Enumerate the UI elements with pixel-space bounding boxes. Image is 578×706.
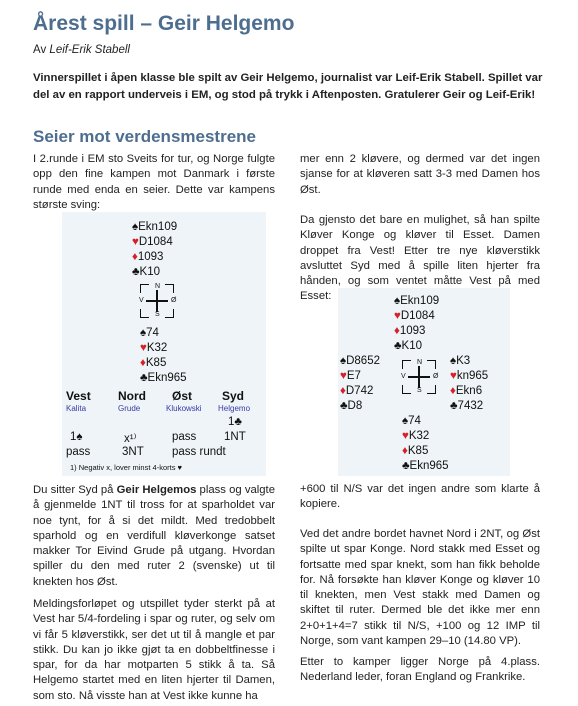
d2-west-spades: ♠D8652 bbox=[340, 355, 380, 367]
d2-compass: N S V Ø bbox=[401, 359, 439, 394]
bid-r3-east: pass rundt bbox=[172, 446, 226, 458]
bid-name-west: Kalita bbox=[66, 404, 87, 413]
d1-south-diamonds: ♦K85 bbox=[140, 357, 167, 369]
bid-name-south: Helgemo bbox=[218, 404, 251, 413]
d1-north-clubs: ♣K10 bbox=[132, 266, 161, 278]
bid-name-north: Grude bbox=[118, 404, 141, 413]
col1-paragraph-2 bbox=[33, 483, 275, 590]
col2-paragraph-5: Etter to kamper ligger Norge på 4.plass. Nederland leder, foran England og Frankrike. bbox=[300, 656, 540, 684]
col2-paragraph-1: mer enn 2 kløvere, og dermed var det ingen sjanse for at kløveren satt 3-3 med Damen hos Øst. bbox=[300, 153, 540, 196]
bid-header-north: Nord bbox=[118, 389, 146, 403]
col2-paragraph-3: +600 til N/S var det ingen andre som klarte å kopiere. bbox=[300, 483, 540, 511]
bid-header-east: Øst bbox=[172, 389, 193, 403]
bid-r1-south: 1♣ bbox=[228, 416, 242, 428]
col1-p2-bold: Geir Helgemos bbox=[116, 484, 197, 496]
intro-paragraph: Vinnerspillet i åpen klasse ble spilt av Geir Helgemo, journalist var Leif-Erik Stabell. Spillet var del av en rapport underveis i EM, og stod på trykk i Aftenposten. Gratulerer Geir og Leif-Erik! bbox=[33, 72, 543, 101]
bid-r3-west: pass bbox=[66, 446, 91, 458]
d1-south-hearts: ♥K32 bbox=[140, 342, 168, 354]
byline-author: Leif-Erik Stabell bbox=[49, 44, 130, 56]
d2-east-diamonds: ♦Ekn6 bbox=[450, 385, 483, 397]
d2-east-clubs: ♣7432 bbox=[450, 400, 484, 412]
col2-paragraph-4: Ved det andre bordet havnet Nord i 2NT, og Øst spilte ut spar Konge. Nord stakk med Esset og fortsatte med spar knekt, som han fikk beholde for. Nå forsøkte han kløver Konge og kløver 10 til knekten, men Vest stakk med Damen og skiftet til ruter. Dermed ble det ikke mer enn 2+0+1+4=7 stikk til N/S, +100 og 12 IMP til Norge, som vant kampen 29–10 (14.80 VP). bbox=[300, 528, 540, 648]
col1-p2-post: plass og valgte å gjenmelde 1NT til tross for at sparholdet var noe tynt, for å si det mildt. Med tredobbelt sparhold og en verdifull kløverkonge satset makker Tor Eivind Grude på utgang. Hvordan spiller du den med ruter 2 (svenske) ut til knekten hos Øst. bbox=[33, 484, 275, 588]
article-title: Årest spill – Geir Helgemo bbox=[33, 12, 295, 35]
bid-r2-east: pass bbox=[172, 431, 197, 443]
bid-header-south: Syd bbox=[222, 389, 245, 403]
bridge-diagram-2 bbox=[338, 288, 510, 476]
d1-compass: N S V Ø bbox=[139, 283, 177, 318]
d1-north-diamonds: ♦1093 bbox=[132, 251, 164, 263]
bid-name-east: Klukowski bbox=[166, 404, 202, 413]
col1-paragraph-3: Meldingsforløpet og utspillet tyder sterkt på at Vest har 5/4-fordeling i spar og ruter, og selv om vi får 5 kløverstikk, ser det ut til å mangle et par stikk. Du kan jo ikke gjøt ta en dobbeltfinesse i spar, for da har motparten 5 stikk å ta. Så Helgemo startet med en liten hjerter til Damen, som sto. Nå visste han at Vest ikke kunne ha bbox=[33, 598, 275, 702]
d1-north-hearts: ♥D1084 bbox=[132, 236, 173, 248]
d2-south-spades: ♠74 bbox=[402, 415, 421, 427]
section-heading: Seier mot verdensmestrene bbox=[33, 127, 256, 146]
d2-north-clubs: ♣K10 bbox=[394, 340, 423, 352]
d2-north-spades: ♠Ekn109 bbox=[394, 295, 440, 307]
d1-south-spades: ♠74 bbox=[140, 327, 159, 339]
d1-south-clubs: ♣Ekn965 bbox=[140, 372, 187, 384]
bid-r2-north: x¹⁾ bbox=[124, 433, 137, 445]
bid-r3-north: 3NT bbox=[122, 446, 144, 458]
d2-west-hearts: ♥E7 bbox=[340, 370, 361, 382]
d2-west-diamonds: ♦D742 bbox=[340, 385, 374, 397]
bridge-diagram-1 bbox=[62, 212, 266, 476]
col1-paragraph-1: I 2.runde i EM sto Sveits for tur, og Norge fulgte opp den fine kampen mot Danmark i første runde med enda en seier. Dette var kampens største sving: bbox=[33, 153, 275, 211]
bid-r2-west: 1♠ bbox=[70, 431, 83, 443]
d2-north-diamonds: ♦1093 bbox=[394, 325, 426, 337]
bid-r2-south: 1NT bbox=[224, 431, 246, 443]
bid-header-west: Vest bbox=[66, 389, 91, 403]
d2-north-hearts: ♥D1084 bbox=[394, 310, 435, 322]
d2-west-clubs: ♣D8 bbox=[340, 400, 363, 412]
d2-east-hearts: ♥kn965 bbox=[450, 370, 489, 382]
col2-paragraph-2: Da gjensto det bare en mulighet, så han spilte Kløver Konge og kløver til Esset. Damen droppet fra Vest! Etter tre nye kløverstikk avsluttet Syd med å spille liten hjerter fra hånden, og som ventet måtte Vest på med Esset: bbox=[300, 214, 540, 303]
d1-north-spades: ♠Ekn109 bbox=[132, 221, 178, 233]
d2-south-diamonds: ♦K85 bbox=[402, 445, 429, 457]
byline bbox=[33, 44, 130, 56]
d2-east-spades: ♠K3 bbox=[450, 355, 471, 367]
col1-p2-pre: Du sitter Syd på bbox=[33, 484, 117, 496]
d2-south-hearts: ♥K32 bbox=[402, 430, 430, 442]
d2-south-clubs: ♣Ekn965 bbox=[402, 460, 449, 472]
bid-footnote: 1) Negativ x, lover minst 4-korts ♥ bbox=[70, 463, 182, 472]
byline-prefix: Av bbox=[33, 44, 47, 56]
